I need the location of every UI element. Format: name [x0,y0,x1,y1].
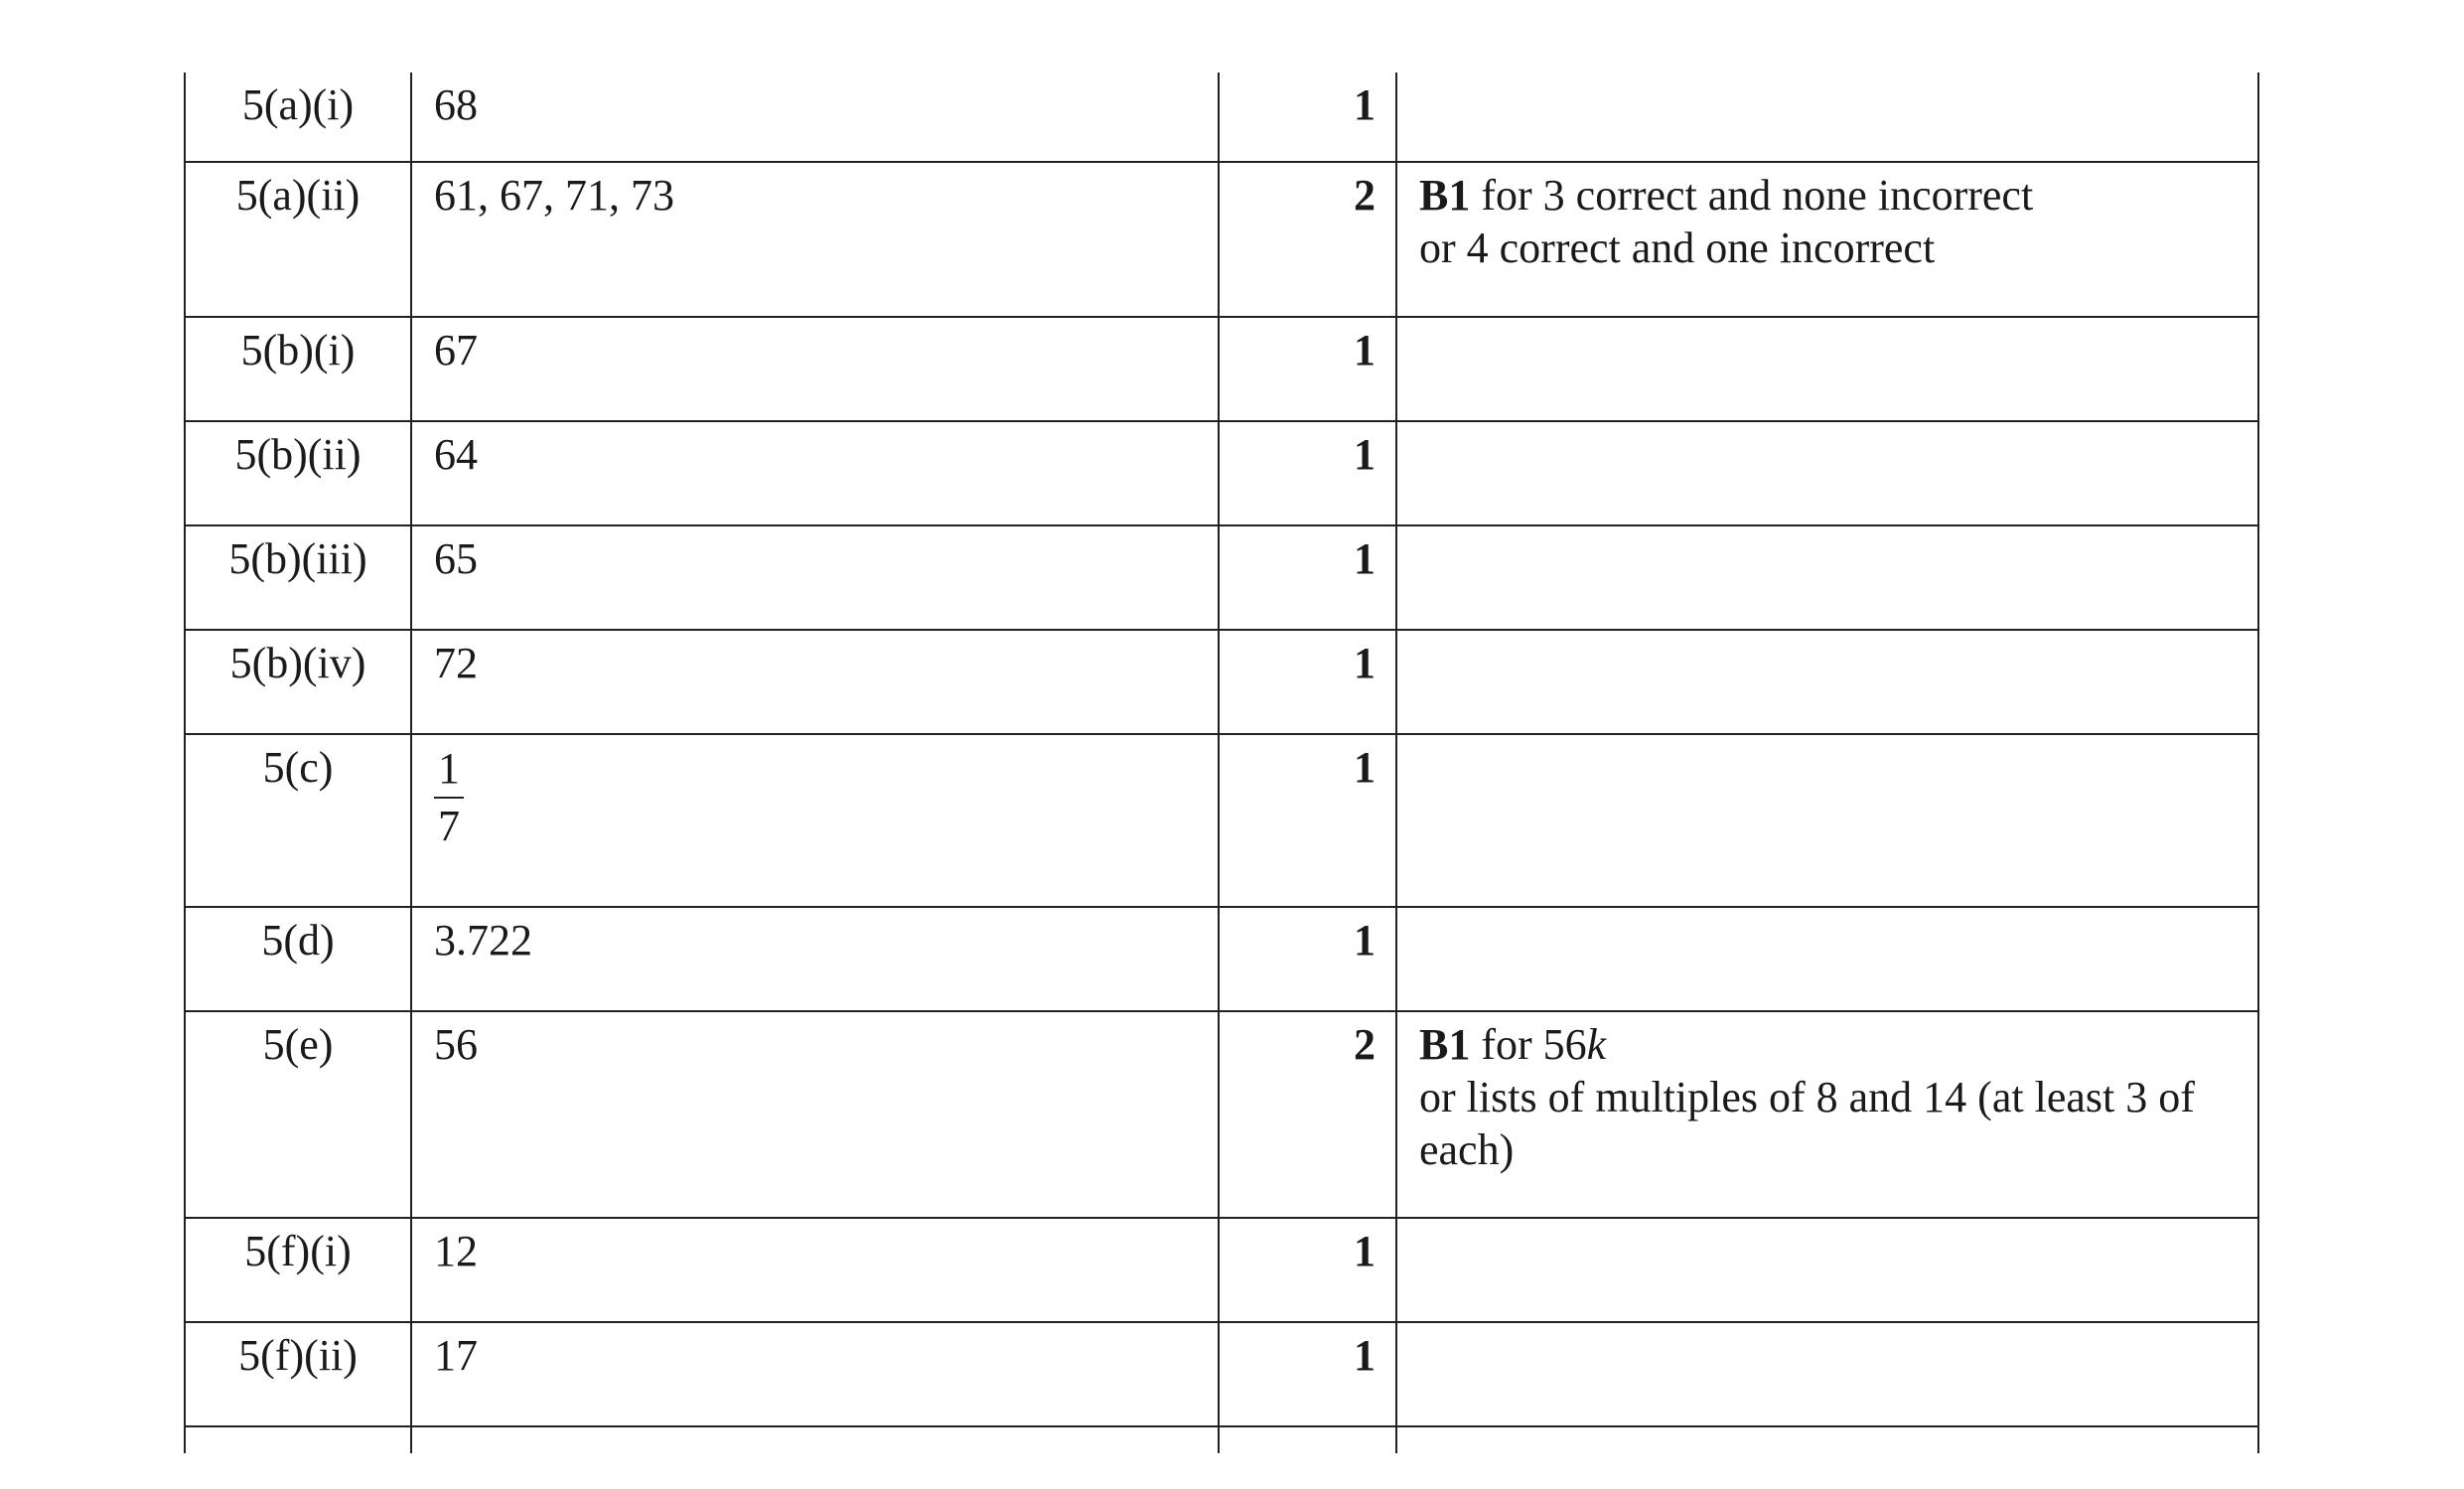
notes-cell [1396,734,2258,907]
notes-cell [1396,525,2258,630]
notes-text: for 3 correct and none incorrect [1470,171,2034,220]
notes-cell [1396,162,2258,317]
question-number: 5(e) [185,1011,411,1218]
notes-cell [1396,73,2258,162]
empty-cell [1396,1426,2258,1453]
table-row [185,734,2258,907]
notes-cell [1396,1218,2258,1322]
marks-cell: 1 [1219,630,1396,734]
table-row-continuation [185,1426,2258,1453]
marks-cell: 1 [1219,1322,1396,1426]
table-row [185,1011,2258,1218]
question-number: 5(b)(ii) [185,421,411,525]
empty-cell [1219,1426,1396,1453]
table-row [185,73,2258,162]
marks-cell: 1 [1219,734,1396,907]
marks-cell: 1 [1219,525,1396,630]
marks-cell: 1 [1219,317,1396,421]
marks-cell: 1 [1219,907,1396,1011]
answer-cell: 17 [411,1322,1219,1426]
notes-variable: k [1586,1020,1607,1069]
answer-cell [411,734,1219,907]
empty-cell [185,1426,411,1453]
table-row [185,162,2258,317]
mark-code: B1 [1419,1020,1471,1069]
answer-cell: 12 [411,1218,1219,1322]
mark-scheme-table [184,73,2259,1453]
marks-cell: 1 [1219,1218,1396,1322]
table-row [185,907,2258,1011]
table-row [185,525,2258,630]
question-number: 5(b)(i) [185,317,411,421]
notes-cell [1396,907,2258,1011]
marks-cell: 2 [1219,1011,1396,1218]
question-number: 5(f)(ii) [185,1322,411,1426]
notes-text-line2: or lists of multiples of 8 and 14 (at least 3 of each) [1419,1073,2195,1174]
question-number: 5(a)(i) [185,73,411,162]
fraction [434,741,464,854]
answer-cell: 56 [411,1011,1219,1218]
notes-cell [1396,317,2258,421]
mark-code: B1 [1419,171,1471,220]
question-number: 5(b)(iii) [185,525,411,630]
empty-cell [411,1426,1219,1453]
marks-cell: 2 [1219,162,1396,317]
notes-cell [1396,1322,2258,1426]
notes-cell [1396,630,2258,734]
table-row [185,1218,2258,1322]
answer-cell: 65 [411,525,1219,630]
notes-cell [1396,421,2258,525]
fraction-denominator: 7 [438,802,460,850]
table-row [185,317,2258,421]
question-number: 5(f)(i) [185,1218,411,1322]
notes-text: for 56 [1470,1020,1587,1069]
answer-cell: 72 [411,630,1219,734]
fraction-numerator: 1 [434,741,464,799]
answer-cell: 68 [411,73,1219,162]
answer-cell: 64 [411,421,1219,525]
table-row [185,630,2258,734]
table-row [185,421,2258,525]
question-number: 5(d) [185,907,411,1011]
notes-cell [1396,1011,2258,1218]
marks-cell: 1 [1219,421,1396,525]
table-row [185,1322,2258,1426]
answer-cell: 61, 67, 71, 73 [411,162,1219,317]
answer-cell: 67 [411,317,1219,421]
notes-text-line2: or 4 correct and one incorrect [1419,223,1936,272]
question-number: 5(c) [185,734,411,907]
answer-cell: 3.722 [411,907,1219,1011]
question-number: 5(b)(iv) [185,630,411,734]
question-number: 5(a)(ii) [185,162,411,317]
marks-cell: 1 [1219,73,1396,162]
